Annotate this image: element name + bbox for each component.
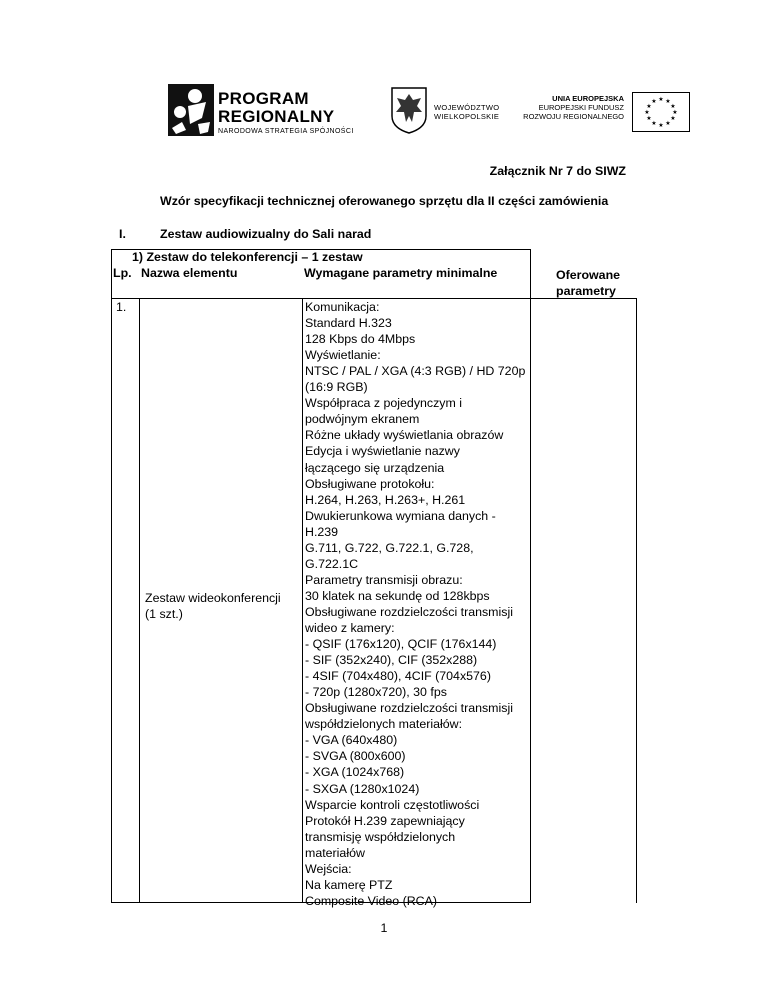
requirement-line: Wejścia: [305, 861, 352, 876]
requirement-line: - SXGA (1280x1024) [305, 781, 420, 796]
col-divider-lp [139, 298, 140, 903]
svg-text:★: ★ [665, 98, 671, 105]
col-divider-required [530, 249, 531, 903]
page-number: 1 [380, 921, 388, 935]
header-offered-line2: parametry [556, 284, 616, 298]
annex-label: Załącznik Nr 7 do SIWZ [489, 164, 626, 178]
requirement-line: Różne układy wyświetlania obrazów [305, 428, 504, 443]
requirement-line: - SVGA (800x600) [305, 749, 406, 764]
svg-text:★: ★ [670, 115, 676, 122]
requirement-line: Obsługiwane protokołu: [305, 476, 435, 491]
requirement-line: - VGA (640x480) [305, 733, 398, 748]
eu-logo-line1: UNIA EUROPEJSKA [552, 94, 624, 103]
svg-text:★: ★ [658, 122, 664, 129]
requirement-line: Komunikacja: [305, 300, 380, 314]
col-border-right [636, 298, 637, 903]
requirement-line: wideo z kamery: [305, 621, 395, 635]
requirement-line: - XGA (1024x768) [305, 765, 405, 780]
col-divider-name [302, 298, 303, 903]
table-caption: 1) Zestaw do telekonferencji – 1 zestaw [132, 250, 363, 264]
svg-text:★: ★ [670, 103, 676, 110]
requirement-line: Protokół H.239 zapewniający [305, 813, 465, 828]
requirement-line: Composite Video (RCA) [305, 893, 437, 908]
requirement-line: transmisję współdzielonych [305, 829, 456, 844]
requirement-line: 30 klatek na sekundę od 128kbps [305, 588, 490, 603]
svg-text:★: ★ [651, 98, 657, 105]
program-logo-line2: REGIONALNY [218, 107, 335, 126]
header-name: Nazwa elementu [141, 266, 238, 280]
requirement-line: Wyświetlanie: [305, 348, 381, 363]
wojewodztwo-line1: WOJEWÓDZTWO [434, 103, 500, 112]
requirement-line: H.239 [305, 524, 339, 539]
section-number: I. [119, 227, 126, 241]
requirement-line: Standard H.323 [305, 316, 392, 331]
requirement-line: Dwukierunkowa wymiana danych - [305, 508, 496, 523]
requirement-line: NTSC / PAL / XGA (4:3 RGB) / HD 720p [305, 364, 526, 379]
program-logo-line1: PROGRAM [218, 89, 309, 108]
row-name-line1: Zestaw wideokonferencji [145, 591, 281, 605]
requirement-line: 128 Kbps do 4Mbps [305, 332, 416, 347]
requirement-line: łączącego się urządzenia [305, 460, 445, 475]
requirement-line: - 4SIF (704x480), 4CIF (704x576) [305, 669, 491, 684]
header-lp: Lp. [113, 266, 132, 280]
requirement-line: (16:9 RGB) [305, 380, 368, 395]
svg-text:★: ★ [644, 109, 650, 116]
requirement-line: - 720p (1280x720), 30 fps [305, 685, 447, 700]
requirement-line: Współpraca z pojedynczym i [305, 396, 463, 411]
requirement-line: - SIF (352x240), CIF (352x288) [305, 653, 478, 668]
section-title: Zestaw audiowizualny do Sali narad [160, 227, 372, 241]
requirement-line: materiałów [305, 845, 365, 860]
svg-text:★: ★ [646, 103, 652, 110]
program-logo-line3: NARODOWA STRATEGIA SPÓJNOŚCI [218, 128, 354, 135]
requirement-line: Wsparcie kontroli częstotliwości [305, 797, 480, 812]
svg-text:★: ★ [646, 115, 652, 122]
header-offered-line1: Oferowane [556, 268, 621, 282]
requirement-line: Parametry transmisji obrazu: [305, 572, 463, 587]
table-border-left [111, 249, 112, 903]
wojewodztwo-line2: WIELKOPOLSKIE [434, 112, 500, 121]
requirement-line: H.264, H.263, H.263+, H.261 [305, 492, 466, 507]
svg-text:★: ★ [658, 96, 664, 103]
requirement-line: podwójnym ekranem [305, 412, 420, 427]
requirement-line: Obsługiwane rozdzielczości transmisji [305, 604, 513, 619]
requirement-line: G.711, G.722, G.722.1, G.728, [305, 540, 474, 555]
header-required: Wymagane parametry minimalne [304, 266, 498, 280]
eu-logo-line2: EUROPEJSKI FUNDUSZ [538, 103, 624, 112]
requirement-line: Edycja i wyświetlanie nazwy [305, 444, 460, 459]
row-lp: 1. [116, 300, 127, 314]
svg-text:★: ★ [651, 120, 657, 127]
svg-text:★: ★ [665, 120, 671, 127]
document-title: Wzór specyfikacji technicznej oferowanego sprzętu dla II części zamówienia [160, 194, 609, 208]
svg-text:★: ★ [672, 109, 678, 116]
requirement-line: Na kamerę PTZ [305, 877, 393, 892]
requirement-line: Obsługiwane rozdzielczości transmisji [305, 701, 513, 716]
requirement-line: współdzielonych materiałów: [305, 717, 463, 732]
requirement-line: G.722.1C [305, 556, 359, 571]
row-name-line2: (1 szt.) [145, 607, 183, 621]
eu-logo-line3: ROZWOJU REGIONALNEGO [523, 112, 624, 121]
requirement-line: - QSIF (176x120), QCIF (176x144) [305, 637, 497, 652]
